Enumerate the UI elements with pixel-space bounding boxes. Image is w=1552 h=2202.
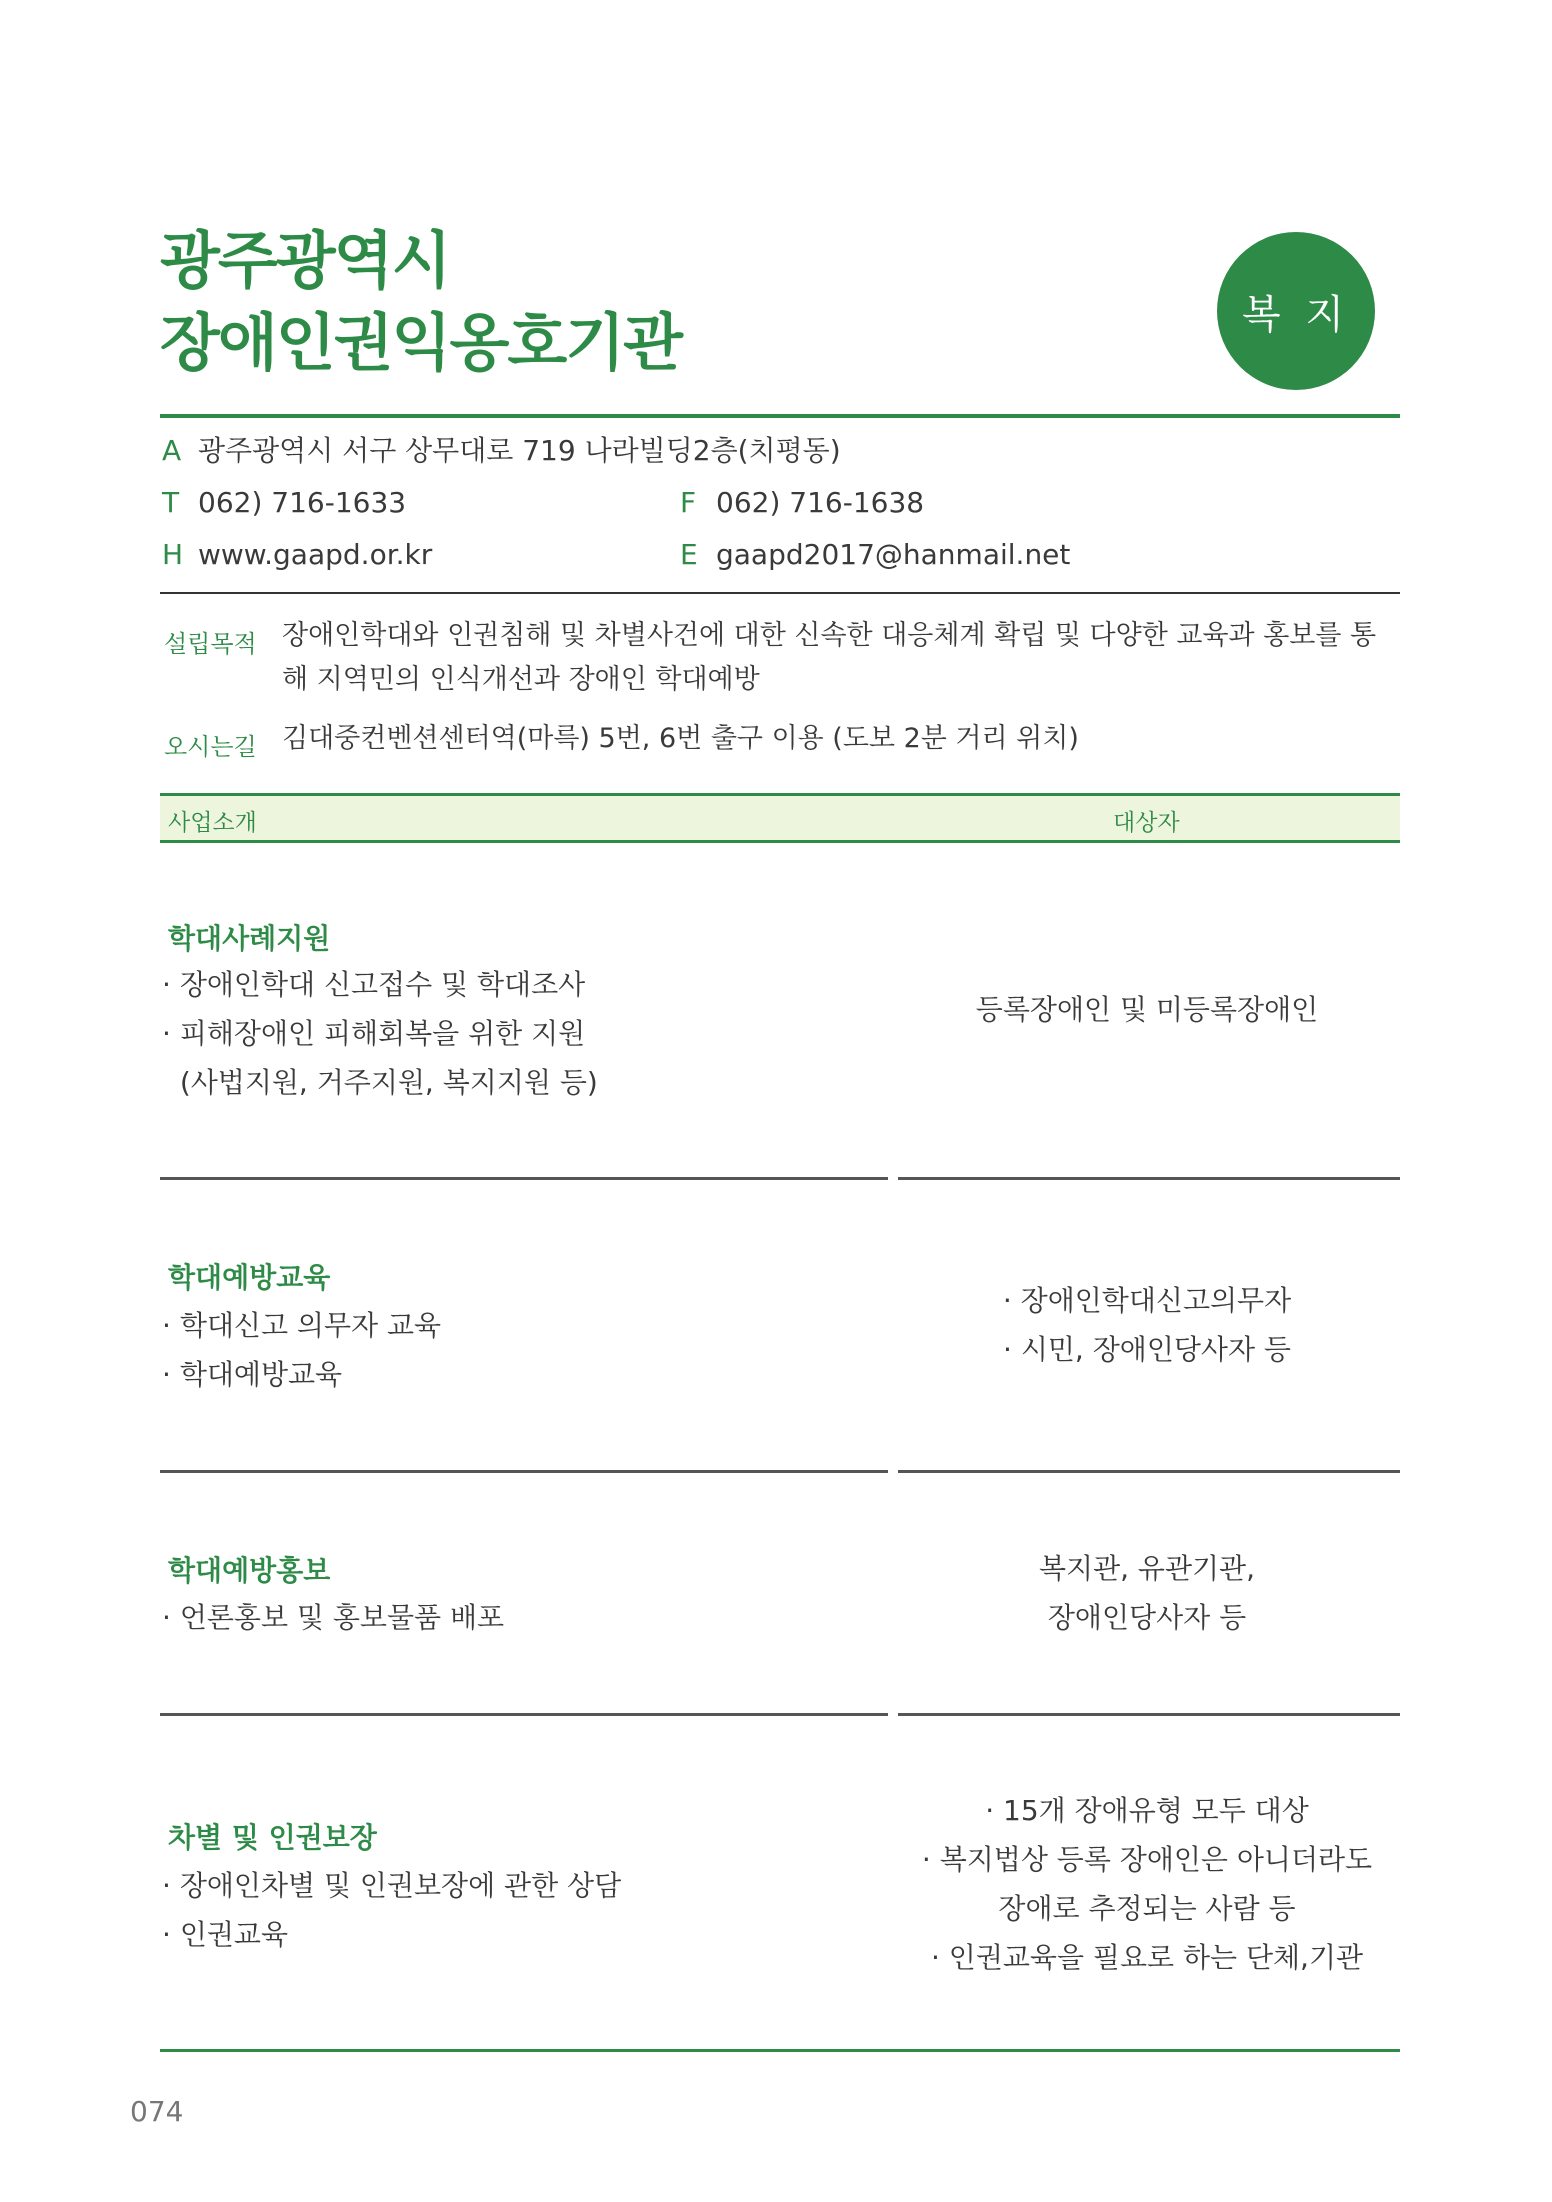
target-item: 장애인당사자 등: [1047, 1601, 1247, 1634]
target-item: · 복지법상 등록 장애인은 아니더라도: [894, 1835, 1400, 1884]
target-cell: [894, 1544, 1400, 1642]
title-divider: [160, 414, 1400, 418]
target-item: · 시민, 장애인당사자 등: [894, 1325, 1400, 1374]
directions-text: 김대중컨벤션센터역(마륵) 5번, 6번 출구 이용 (도보 2분 거리 위치): [282, 723, 1079, 754]
target-column-header: 대상자: [1113, 810, 1180, 836]
page-number: 074: [130, 2095, 184, 2128]
list-item-continuation: (사법지원, 거주지원, 복지지원 등): [179, 1066, 598, 1099]
email-link[interactable]: gaapd2017@hanmail.net: [716, 538, 1071, 571]
list-item: · 언론홍보 및 홍보물품 배포: [162, 1593, 504, 1642]
tel-key: T: [162, 486, 180, 519]
table-header: [160, 793, 1400, 843]
service-items: [162, 1593, 504, 1642]
email-key: E: [680, 538, 698, 571]
target-item: 등록장애인 및 미등록장애인: [975, 993, 1319, 1026]
address-value: 광주광역시 서구 상무대로 719 나라빌딩2층(치평동): [198, 434, 841, 467]
target-item: · 장애인학대신고의무자: [894, 1276, 1400, 1325]
target-item: 장애로 추정되는 사람 등: [998, 1892, 1296, 1925]
address-row: [162, 433, 841, 469]
fax-key: F: [680, 486, 697, 519]
list-item: · 장애인차별 및 인권보장에 관한 상담: [162, 1861, 621, 1910]
info-divider: [160, 592, 1400, 594]
row-divider-right: [898, 1713, 1400, 1716]
list-item: · 학대예방교육: [162, 1350, 441, 1399]
target-item: · 15개 장애유형 모두 대상: [894, 1786, 1400, 1835]
row-divider-right: [898, 1177, 1400, 1180]
list-item: · 피해장애인 피해회복을 위한 지원: [162, 1009, 598, 1058]
service-items: [162, 1861, 621, 1959]
title-line-2: 장애인권익옹호기관: [160, 306, 682, 379]
row-divider-right: [898, 1470, 1400, 1473]
target-item: · 인권교육을 필요로 하는 단체,기관: [894, 1933, 1400, 1982]
purpose-label: 설립목적: [164, 630, 257, 658]
target-cell: [894, 1276, 1400, 1374]
tel-row: [162, 485, 406, 521]
target-item: 복지관, 유관기관,: [1038, 1552, 1256, 1585]
list-item: · 장애인학대 신고접수 및 학대조사: [162, 960, 598, 1009]
service-items: [162, 960, 598, 1107]
service-column-header: 사업소개: [168, 810, 257, 836]
page-title: [160, 220, 681, 384]
service-title: 학대예방홍보: [168, 1554, 331, 1587]
list-item: · 학대신고 의무자 교육: [162, 1301, 441, 1350]
homepage-row: [162, 537, 432, 573]
fax-value: 062) 716-1638: [716, 486, 925, 519]
homepage-link[interactable]: www.gaapd.or.kr: [198, 538, 433, 571]
title-line-1: 광주광역시: [160, 224, 450, 297]
table-bottom-border: [160, 2049, 1400, 2052]
address-key: A: [162, 434, 182, 467]
target-cell: [894, 985, 1400, 1034]
category-badge: 복 지: [1217, 232, 1375, 390]
list-item: · 인권교육: [162, 1910, 621, 1959]
service-title: 학대사례지원: [168, 922, 331, 955]
purpose-text: 장애인학대와 인권침해 및 차별사건에 대한 신속한 대응체계 확립 및 다양한 교육과 홍보를 통해 지역민의 인식개선과 장애인 학대예방: [282, 620, 1377, 695]
email-row: [680, 537, 1070, 573]
service-title: 학대예방교육: [168, 1261, 331, 1294]
row-divider-left: [160, 1177, 888, 1180]
service-title: 차별 및 인권보장: [168, 1821, 377, 1854]
homepage-key: H: [162, 538, 184, 571]
row-divider-left: [160, 1713, 888, 1716]
tel-value: 062) 716-1633: [198, 486, 407, 519]
row-divider-left: [160, 1470, 888, 1473]
fax-row: [680, 485, 924, 521]
target-cell: [894, 1786, 1400, 1982]
directions-label: 오시는길: [164, 733, 257, 761]
service-items: [162, 1301, 441, 1399]
